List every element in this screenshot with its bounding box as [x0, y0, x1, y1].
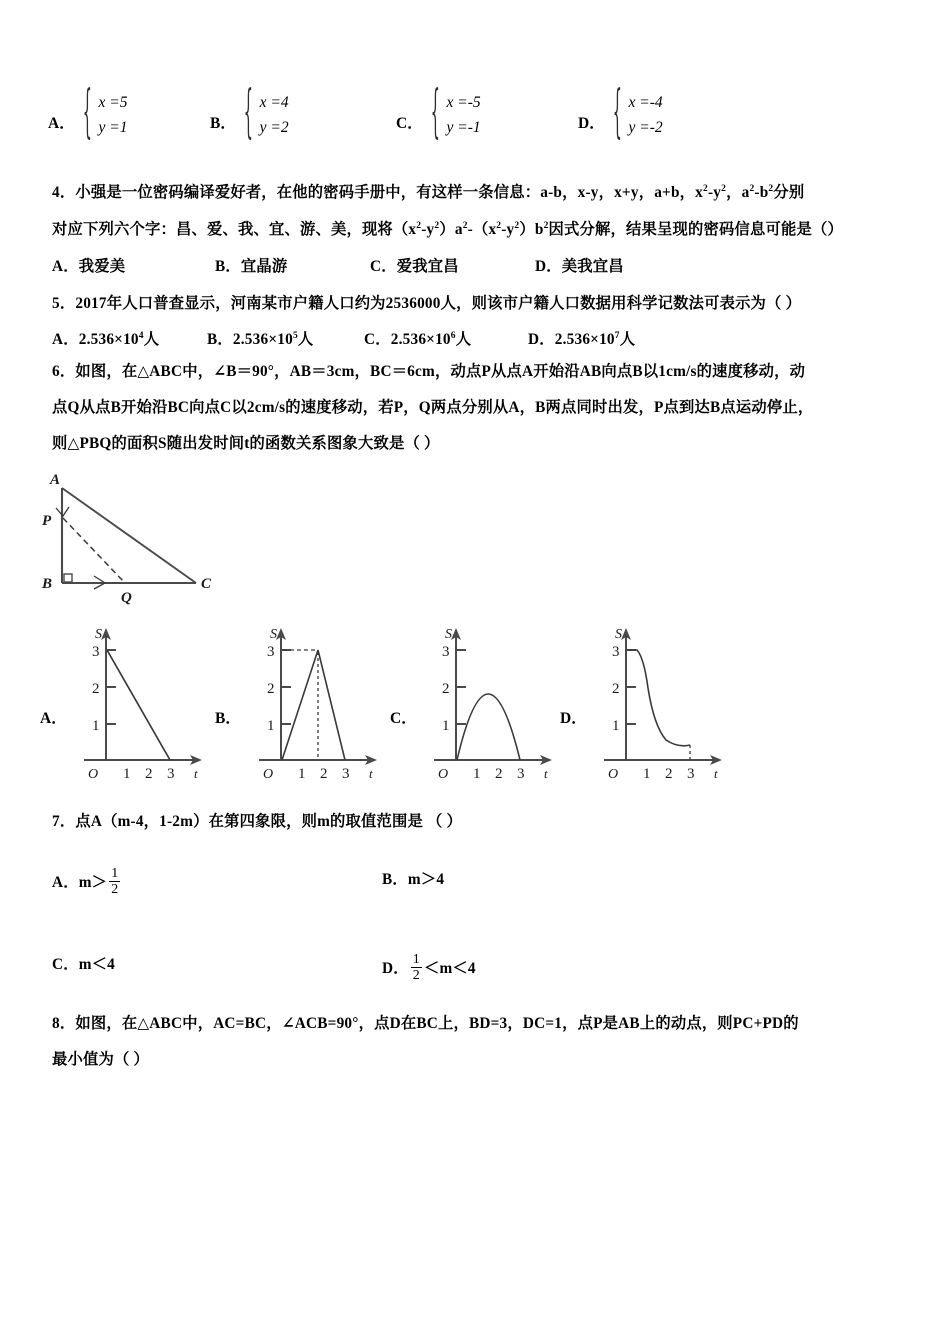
q5-option-b-tail: 人 [297, 331, 314, 348]
q5-option-b[interactable] [207, 330, 313, 350]
label-b: B [42, 576, 53, 592]
graph-c-xlabel: t [544, 766, 548, 781]
q4-stem-line1-part4: ‑b [754, 184, 769, 201]
q7-option-d-numerator: 1 [412, 952, 420, 967]
graph-b-xlabel: t [369, 766, 373, 781]
graph-b-ylabel: S [270, 627, 277, 642]
q3-option-b-line1: x =4 [259, 94, 289, 111]
q4-option-c[interactable]: C．爱我宜昌 [370, 258, 459, 275]
graph-a-xtick-3: 3 [167, 766, 175, 782]
q4-sup-5: 2 [416, 220, 422, 231]
q5-option-d-base: D．2.536×10 [528, 331, 615, 348]
q7-option-c[interactable]: C．m＜4 [52, 956, 116, 973]
left-brace-icon: { [243, 79, 253, 147]
q7-option-a[interactable] [52, 866, 122, 897]
q7-stem: 7．点A（m‑4，1‑2m）在第四象限，则m的取值范围是 （ ） [52, 813, 463, 830]
q4-sup-2: 2 [721, 183, 727, 194]
graph-a-origin: O [88, 767, 99, 782]
graph-c-xtick-1: 1 [473, 766, 481, 782]
label-c: C [201, 576, 212, 592]
q4-sup-7: 2 [462, 220, 468, 231]
q4-sup-6: 2 [434, 220, 440, 231]
q3-option-a-label: A． [48, 115, 75, 132]
q6-triangle-figure [36, 470, 236, 605]
label-q: Q [121, 590, 132, 605]
left-brace-icon: { [82, 79, 92, 147]
q3-option-a-line1: x =5 [98, 94, 128, 111]
graph-a-xtick-1: 1 [123, 766, 131, 782]
label-a: A [50, 472, 61, 488]
q7-option-a-numerator: 1 [111, 866, 119, 881]
q4-stem-line2-part5: ‑y [501, 221, 515, 238]
q4-stem-line2-part2: ‑y [421, 221, 435, 238]
graph-c-ytick-2: 2 [442, 681, 450, 697]
q3-option-d-label: D． [578, 115, 605, 132]
q5-option-c-tail: 人 [455, 331, 472, 348]
q3-option-d-line2: y =‑2 [628, 119, 663, 136]
q6-graph-option-a[interactable] [40, 618, 225, 783]
graph-d-ytick-1: 1 [612, 718, 620, 734]
graph-d-ytick-3: 3 [612, 644, 620, 660]
q3-option-d-line1: x =‑4 [628, 94, 663, 111]
q5-option-c[interactable] [364, 330, 471, 350]
q5-option-c-base: C．2.536×10 [364, 331, 451, 348]
q3-option-b[interactable] [210, 79, 289, 147]
q5-stem: 5．2017年人口普查显示，河南某市户籍人口约为2536000人，则该市户籍人口数据用科学记数法可表示为（ ） [52, 295, 802, 312]
q5-option-d-exp: 7 [614, 330, 620, 341]
graph-b-ytick-1: 1 [267, 718, 275, 734]
q7-option-d-prefix: D． [382, 959, 409, 977]
q6-stem-line1: 6．如图，在△ABC中，∠B＝90°，AB＝3cm，BC＝6cm，动点P从点A开始沿AB向点B以1cm/s的速度移动，动 [52, 363, 806, 380]
q7-option-b[interactable]: B．m＞4 [382, 871, 445, 888]
q6-graph-option-b[interactable] [215, 618, 400, 783]
q3-option-b-line2: y =2 [259, 119, 289, 136]
q6-graph-option-d[interactable] [560, 618, 745, 783]
q3-option-c-line2: y =‑1 [446, 119, 481, 136]
q5-option-a[interactable] [52, 330, 159, 350]
q3-option-a[interactable] [48, 79, 128, 147]
graph-b-ytick-3: 3 [267, 644, 275, 660]
graph-a-ylabel: S [95, 627, 102, 642]
graph-d-xtick-1: 1 [643, 766, 651, 782]
q5-option-a-exp: 4 [138, 330, 144, 341]
q3-option-d[interactable] [578, 79, 663, 147]
q6-graph-option-c[interactable] [390, 618, 575, 783]
graph-a-xtick-2: 2 [145, 766, 153, 782]
label-p: P [42, 513, 52, 529]
q6-stem-line2: 点Q从点B开始沿BC向点C以2cm/s的速度移动，若P，Q两点分别从A，B两点同时出发，P点到达B点运动停止， [52, 399, 814, 416]
graph-c-xtick-2: 2 [495, 766, 503, 782]
q4-stem-line2-part7: 因式分解，结果呈现的密码信息可能是（） [548, 221, 843, 238]
graph-c-ytick-3: 3 [442, 644, 450, 660]
graph-b-ytick-2: 2 [267, 681, 275, 697]
q4-stem-line1-part1: 4．小强是一位密码编译爱好者，在他的密码手册中，有这样一条信息：a‑b，x‑y，x+y，a+b，x [52, 184, 704, 201]
q3-option-c-label: C． [396, 115, 423, 132]
q6-graph-option-b-label: B． [215, 710, 241, 727]
q4-stem-line2-part4: ‑（x [467, 221, 497, 238]
graph-b-svg [241, 618, 396, 783]
q7-option-a-denominator: 2 [111, 882, 119, 898]
right-angle-marker [64, 574, 72, 582]
q7-option-d[interactable] [382, 952, 476, 983]
q5-option-b-base: B．2.536×10 [207, 331, 293, 348]
q4-option-a[interactable]: A．我爱美 [52, 258, 126, 275]
q3-option-c-equations [447, 90, 481, 140]
segment-pq-dashed [63, 518, 124, 582]
q4-option-d[interactable]: D．美我宜昌 [535, 258, 624, 275]
segment-ac [62, 488, 196, 583]
graph-c-origin: O [438, 767, 449, 782]
graph-b-origin: O [263, 767, 274, 782]
q3-option-a-line2: y =1 [98, 119, 128, 136]
q4-stem-line1-part2: ‑y [707, 184, 722, 201]
graph-c-ylabel: S [445, 627, 452, 642]
q4-sup-10: 2 [543, 220, 549, 231]
graph-d-svg [586, 618, 741, 783]
graph-a-ytick-1: 1 [92, 718, 100, 734]
q8-stem-line1: 8．如图，在△ABC中，AC=BC，∠ACB=90°，点D在BC上，BD=3，DC=1，点P是AB上的动点，则PC+PD的 [52, 1015, 799, 1032]
q7-option-a-fraction [109, 866, 120, 897]
q4-stem-line2 [52, 220, 843, 240]
left-brace-icon: { [430, 79, 440, 147]
q3-option-c-line1: x =‑5 [446, 94, 481, 111]
q4-stem-line1-part3: ，a [726, 184, 750, 201]
graph-d-xtick-3: 3 [687, 766, 695, 782]
q4-stem-line2-part6: ）b [519, 221, 544, 238]
q4-stem-line1-part5: 分别 [773, 184, 805, 201]
q3-option-a-equations [99, 90, 128, 140]
q7-option-a-prefix: A．m＞ [52, 873, 108, 891]
left-brace-icon: { [612, 79, 622, 147]
graph-a-ytick-2: 2 [92, 681, 100, 697]
q4-option-b[interactable]: B．宜晶游 [215, 258, 288, 275]
q4-stem-line1 [52, 183, 804, 203]
graph-a-xlabel: t [194, 766, 198, 781]
q5-option-b-exp: 5 [292, 330, 298, 341]
graph-c-xtick-3: 3 [517, 766, 525, 782]
q5-option-d[interactable] [528, 330, 635, 350]
q4-sup-3: 2 [749, 183, 755, 194]
graph-c-svg [416, 618, 571, 783]
q5-option-a-base: A．2.536×10 [52, 331, 139, 348]
graph-d-xtick-2: 2 [665, 766, 673, 782]
q6-graph-option-a-label: A． [40, 710, 67, 727]
q5-option-d-tail: 人 [619, 331, 636, 348]
graph-d-origin: O [608, 767, 619, 782]
q6-graph-options-row [0, 618, 950, 783]
graph-d-xlabel: t [714, 766, 718, 781]
graph-c-ytick-1: 1 [442, 718, 450, 734]
graph-d-ylabel: S [615, 627, 622, 642]
q4-sup-1: 2 [703, 183, 708, 194]
graph-b-xtick-3: 3 [342, 766, 350, 782]
graph-b-xtick-1: 1 [298, 766, 306, 782]
q3-option-b-label: B． [210, 115, 236, 132]
q5-option-c-exp: 6 [450, 330, 456, 341]
q3-option-b-equations [260, 90, 289, 140]
q4-sup-8: 2 [496, 220, 502, 231]
q7-option-d-denominator: 2 [412, 968, 420, 984]
q4-stem-line2-part1: 对应下列六个字：昌、爱、我、宜、游、美，现将（x [52, 221, 417, 238]
q6-stem-line3: 则△PBQ的面积S随出发时间t的函数关系图象大致是（ ） [52, 435, 440, 452]
graph-b-xtick-2: 2 [320, 766, 328, 782]
graph-a-ytick-3: 3 [92, 644, 100, 660]
graph-a-svg [66, 618, 221, 783]
triangle-abc-svg [36, 470, 236, 605]
q8-stem-line2: 最小值为（ ） [52, 1051, 150, 1068]
q6-graph-option-d-label: D． [560, 710, 587, 727]
q4-stem-line2-part3: ）a [439, 221, 463, 238]
q4-sup-9: 2 [514, 220, 520, 231]
q5-option-a-tail: 人 [143, 331, 160, 348]
q3-options-row [0, 79, 950, 162]
q3-option-d-equations [629, 90, 663, 140]
q7-option-d-suffix: ＜m＜4 [423, 959, 476, 977]
q6-graph-option-c-label: C． [390, 710, 417, 727]
graph-d-ytick-2: 2 [612, 681, 620, 697]
q4-sup-4: 2 [768, 183, 774, 194]
q7-option-d-fraction [411, 952, 422, 983]
q3-option-c[interactable] [396, 79, 481, 147]
